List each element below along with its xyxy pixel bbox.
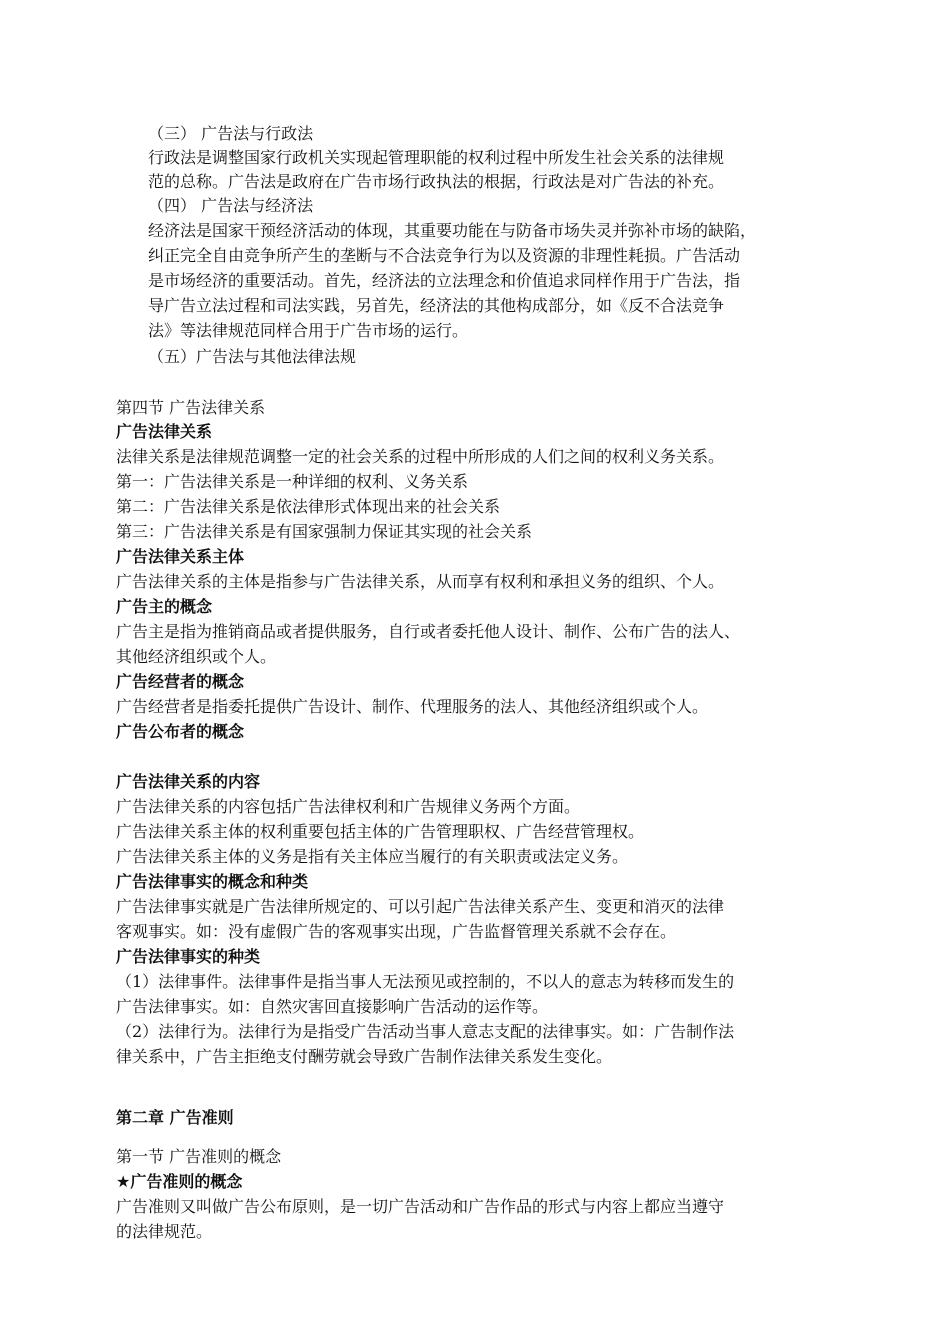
paragraph-line: 广告准则又叫做广告公布原则，是一切广告活动和广告作品的形式与内容上都应当遵守 <box>116 1197 725 1216</box>
paragraph-line: （1）法律事件。法律事件是指当事人无法预见或控制的，不以人的意志为转移而发生的 <box>116 972 735 991</box>
section-title: 第四节 广告法律关系 <box>116 398 266 417</box>
heading-other-laws: （五）广告法与其他法律法规 <box>148 347 357 366</box>
subheading: 广告经营者的概念 <box>116 672 245 691</box>
subheading: ★广告准则的概念 <box>116 1172 243 1191</box>
paragraph-line: 法》等法律规范同样合用于广告市场的运行。 <box>148 321 469 340</box>
paragraph-line: 范的总称。广告法是政府在广告市场行政执法的根据，行政法是对广告法的补充。 <box>148 172 725 191</box>
paragraph-line: 律关系中，广告主拒绝支付酬劳就会导致广告制作法律关系发生变化。 <box>116 1047 613 1066</box>
heading-admin-law: （三） 广告法与行政法 <box>148 124 314 143</box>
paragraph-line: 导广告立法过程和司法实践，另首先，经济法的其他构成部分，如《反不合法竞争 <box>148 296 725 315</box>
paragraph-line: 广告经营者是指委托提供广告设计、制作、代理服务的法人、其他经济组织或个人。 <box>116 697 709 716</box>
paragraph-line: 客观事实。如：没有虚假广告的客观事实出现，广告监督管理关系就不会存在。 <box>116 922 677 941</box>
subheading: 广告法律事实的种类 <box>116 947 261 966</box>
paragraph-line: 广告法律关系主体的权利重要包括主体的广告管理职权、广告经营管理权。 <box>116 822 645 841</box>
paragraph-line: 第三：广告法律关系是有国家强制力保证其实现的社会关系 <box>116 522 533 541</box>
paragraph-line: 广告法律事实。如：自然灾害回直接影响广告活动的运作等。 <box>116 997 549 1016</box>
paragraph-line: 行政法是调整国家行政机关实现起管理职能的权利过程中所发生社会关系的法律规 <box>148 148 725 167</box>
paragraph-line: 是市场经济的重要活动。首先，经济法的立法理念和价值追求同样作用于广告法，指 <box>148 271 741 290</box>
subheading: 广告法律关系主体 <box>116 547 245 566</box>
paragraph-line: 经济法是国家干预经济活动的体现，其重要功能在与防备市场失灵并弥补市场的缺陷， <box>148 221 757 240</box>
paragraph-line: 广告法律事实就是广告法律所规定的、可以引起广告法律关系产生、变更和消灭的法律 <box>116 897 725 916</box>
subheading: 广告公布者的概念 <box>116 722 245 741</box>
subheading: 广告法律关系的内容 <box>116 772 261 791</box>
paragraph-line: 广告主是指为推销商品或者提供服务，自行或者委托他人设计、制作、公布广告的法人、 <box>116 622 741 641</box>
chapter-title: 第二章 广告准则 <box>116 1108 234 1127</box>
paragraph-line: 的法律规范。 <box>116 1222 213 1241</box>
subheading: 广告法律关系 <box>116 422 213 441</box>
paragraph-line: 广告法律关系的内容包括广告法律权利和广告规律义务两个方面。 <box>116 797 581 816</box>
paragraph-line: 第二：广告法律关系是依法律形式体现出来的社会关系 <box>116 497 501 516</box>
paragraph-line: 纠正完全自由竞争所产生的垄断与不合法竞争行为以及资源的非理性耗损。广告活动 <box>148 246 741 265</box>
paragraph-line: 广告法律关系的主体是指参与广告法律关系，从而享有权利和承担义务的组织、个人。 <box>116 572 725 591</box>
subheading: 广告主的概念 <box>116 597 213 616</box>
paragraph-line: 法律关系是法律规范调整一定的社会关系的过程中所形成的人们之间的权利义务关系。 <box>116 447 725 466</box>
heading-economic-law: （四） 广告法与经济法 <box>148 196 314 215</box>
paragraph-line: 广告法律关系主体的义务是指有关主体应当履行的有关职责或法定义务。 <box>116 847 629 866</box>
paragraph-line: （2）法律行为。法律行为是指受广告活动当事人意志支配的法律事实。如：广告制作法 <box>116 1022 735 1041</box>
subheading: 广告法律事实的概念和种类 <box>116 872 309 891</box>
section-title: 第一节 广告准则的概念 <box>116 1147 282 1166</box>
paragraph-line: 其他经济组织或个人。 <box>116 647 277 666</box>
paragraph-line: 第一：广告法律关系是一种详细的权利、义务关系 <box>116 472 469 491</box>
